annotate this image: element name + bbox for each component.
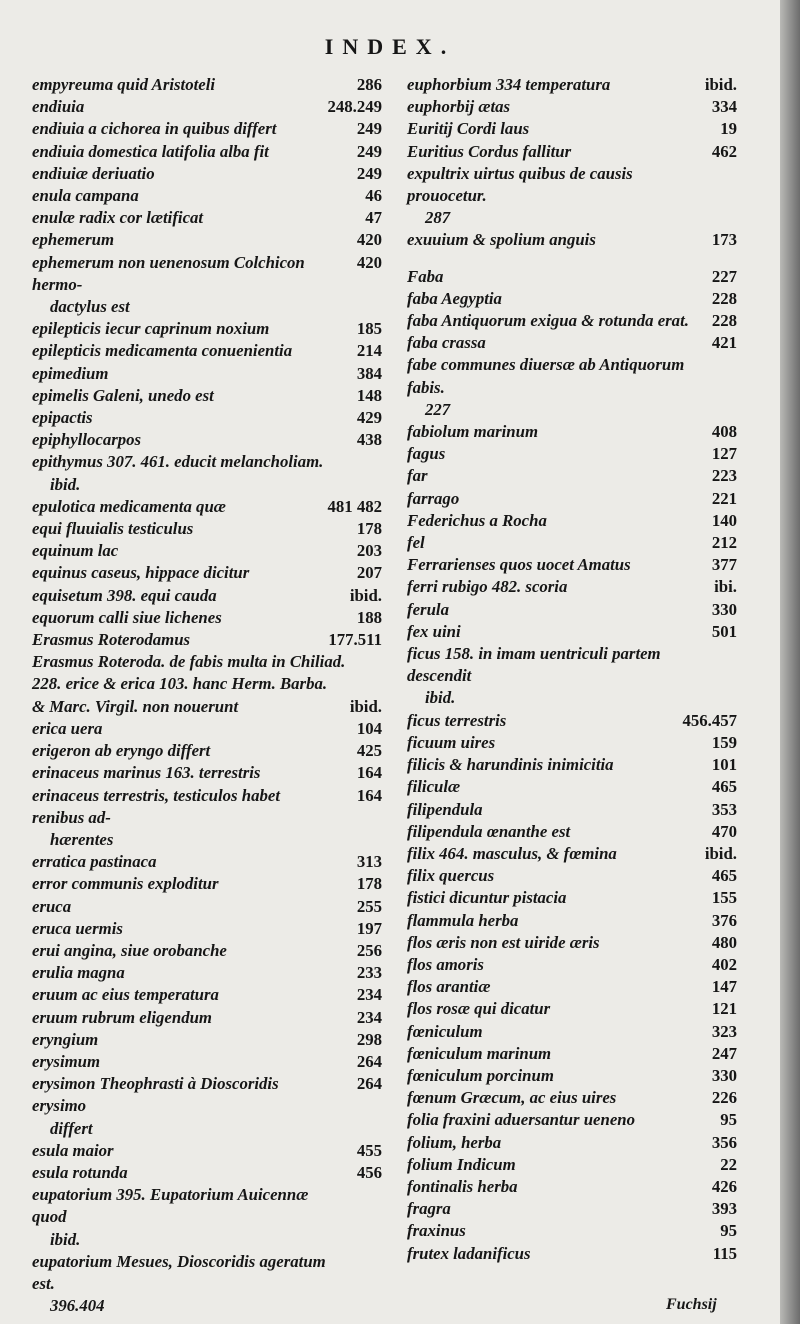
entry-term: esula rotunda <box>32 1162 128 1182</box>
entry-page-ref: 480 <box>711 932 737 952</box>
entry-term: enula campana <box>32 186 139 206</box>
entry-term: eruca uermis <box>32 918 123 938</box>
entry-page-ref: 177.511 <box>328 630 382 650</box>
right-column <box>407 74 737 1265</box>
entry-term: Faba <box>407 266 444 286</box>
index-entry <box>407 821 737 843</box>
index-entry <box>407 843 737 865</box>
entry-page-ref: 46 <box>365 186 382 206</box>
entry-term: fœnum Græcum, ac eius uires <box>407 1088 617 1108</box>
entry-term: expultrix uirtus quibus de causis prouocetur. <box>407 163 633 206</box>
entry-page-ref: 384 <box>356 363 382 383</box>
entry-page-ref: 227 <box>711 266 737 286</box>
entry-term: ficus 158. in imam uentriculi partem descendit <box>407 644 661 686</box>
index-entry <box>32 141 382 163</box>
entry-term: endiuia <box>32 97 85 117</box>
entry-term: endiuia a cichorea in quibus differt <box>32 119 277 139</box>
index-entry <box>407 510 737 532</box>
entry-page-ref: 376 <box>711 910 737 930</box>
index-entry <box>407 532 737 554</box>
entry-term: erui angina, siue orobanche <box>32 940 227 960</box>
entry-page-ref: 197 <box>356 918 382 938</box>
entry-continuation: ibid. <box>425 688 456 708</box>
index-entry <box>32 1251 382 1318</box>
entry-term: Erasmus Roterodamus <box>32 630 191 650</box>
index-entry <box>407 1176 737 1198</box>
index-entry <box>32 496 382 518</box>
entry-page-ref: 420 <box>356 230 382 250</box>
entry-term: fraxinus <box>407 1221 466 1241</box>
entry-term: filipendula œnanthe est <box>407 821 571 841</box>
entry-page-ref: 470 <box>711 821 737 841</box>
entry-page-ref: 264 <box>356 1074 382 1094</box>
index-entry <box>32 607 382 629</box>
entry-continuation: 396.404 <box>50 1296 105 1316</box>
index-entry <box>407 1220 737 1242</box>
catchword: Fuchsij <box>666 1296 717 1313</box>
entry-term: exuuium & spolium anguis <box>407 230 596 250</box>
index-entry <box>32 451 382 495</box>
entry-term: erysimum <box>32 1051 101 1071</box>
entry-term: Federichus a Rocha <box>407 510 547 530</box>
entry-page-ref: 420 <box>356 252 382 272</box>
index-entry <box>407 976 737 998</box>
entry-term: flos æris non est uiride æris <box>407 932 600 952</box>
entry-page-ref: 164 <box>356 763 382 783</box>
entry-term: Ferrarienses quos uocet Amatus <box>407 555 631 575</box>
entry-page-ref: 255 <box>356 896 382 916</box>
index-entry <box>407 643 737 710</box>
entry-page-ref: 47 <box>365 208 382 228</box>
index-entry <box>407 1065 737 1087</box>
entry-term: epimelis Galeni, unedo est <box>32 385 214 405</box>
index-entry <box>32 762 382 784</box>
entry-page-ref: 101 <box>711 755 737 775</box>
entry-term: flos amoris <box>407 954 484 974</box>
entry-term: 228. erice & erica 103. hanc Herm. Barba. <box>32 674 328 694</box>
entry-term: equorum calli siue lichenes <box>32 607 222 627</box>
entry-term: ephemerum <box>32 230 115 250</box>
index-entry <box>407 141 737 163</box>
index-entry <box>32 984 382 1006</box>
entry-term: filicis & harundinis inimicitia <box>407 755 614 775</box>
entry-term: fex uini <box>407 621 461 641</box>
index-entry <box>407 229 737 251</box>
entry-page-ref: 481 482 <box>327 496 382 516</box>
entry-page-ref: 249 <box>356 119 382 139</box>
entry-term: error communis exploditur <box>32 874 219 894</box>
index-entry <box>32 429 382 451</box>
entry-term: endiuiæ deriuatio <box>32 163 155 183</box>
entry-page-ref: 212 <box>711 533 737 553</box>
entry-term: equinus caseus, hippace dicitur <box>32 563 250 583</box>
index-entry <box>32 851 382 873</box>
index-entry <box>407 332 737 354</box>
entry-page-ref: 247 <box>711 1043 737 1063</box>
entry-term: eupatorium 395. Eupatorium Auicennæ quod <box>32 1185 309 1227</box>
entry-page-ref: 377 <box>711 555 737 575</box>
index-entry <box>407 932 737 954</box>
entry-term: equinum lac <box>32 541 119 561</box>
index-entry <box>407 910 737 932</box>
entry-page-ref: 462 <box>711 141 737 161</box>
index-entry <box>32 363 382 385</box>
entry-page-ref: 185 <box>356 319 382 339</box>
entry-continuation: hærentes <box>50 829 114 849</box>
entry-page-ref: 313 <box>356 852 382 872</box>
index-entry <box>407 310 737 332</box>
entry-term: far <box>407 466 428 486</box>
entry-page-ref: 228 <box>711 311 737 331</box>
index-entry <box>32 1140 382 1162</box>
entry-term: fœniculum marinum <box>407 1043 552 1063</box>
entry-term: ferri rubigo 482. scoria <box>407 577 568 597</box>
index-entry <box>407 118 737 140</box>
index-entry <box>32 940 382 962</box>
entry-term: erratica pastinaca <box>32 852 157 872</box>
entry-continuation: ibid. <box>50 1229 81 1249</box>
entry-term: ephemerum non uenenosum Colchicon hermo- <box>32 252 305 294</box>
index-entry <box>32 185 382 207</box>
index-entry <box>407 354 737 421</box>
entry-term: filiculæ <box>407 777 461 797</box>
index-entry <box>407 621 737 643</box>
index-entry <box>407 576 737 598</box>
index-entry <box>32 785 382 852</box>
entry-term: folium, herba <box>407 1132 502 1152</box>
entry-continuation: ibid. <box>50 474 81 494</box>
index-entry <box>32 962 382 984</box>
entry-term: Euritij Cordi laus <box>407 119 530 139</box>
entry-continuation: dactylus est <box>50 297 130 317</box>
index-entry <box>407 554 737 576</box>
index-entry <box>32 696 382 718</box>
entry-page-ref: 178 <box>356 519 382 539</box>
index-entry <box>32 718 382 740</box>
entry-page-ref: 159 <box>711 732 737 752</box>
entry-page-ref: 22 <box>720 1154 737 1174</box>
index-entry <box>407 1154 737 1176</box>
index-entry <box>32 873 382 895</box>
entry-page-ref: 264 <box>356 1051 382 1071</box>
entry-page-ref: 140 <box>711 510 737 530</box>
entry-page-ref: 19 <box>720 119 737 139</box>
index-entry <box>32 1162 382 1184</box>
entry-term: folia fraxini aduersantur ueneno <box>407 1110 635 1130</box>
entry-page-ref: 330 <box>711 1065 737 1085</box>
entry-page-ref: 214 <box>356 341 382 361</box>
entry-continuation: differt <box>50 1118 93 1138</box>
index-entry <box>407 288 737 310</box>
index-entry <box>32 207 382 229</box>
entry-term: epiphyllocarpos <box>32 430 142 450</box>
entry-term: erinaceus marinus 163. terrestris <box>32 763 261 783</box>
index-entry <box>32 1051 382 1073</box>
entry-page-ref: 121 <box>711 999 737 1019</box>
index-entry <box>407 1043 737 1065</box>
entry-page-ref: ibid. <box>704 843 737 863</box>
entry-page-ref: 421 <box>711 333 737 353</box>
entry-page-ref: 164 <box>356 785 382 805</box>
index-entry <box>407 163 737 230</box>
index-entry <box>32 318 382 340</box>
index-entry <box>32 651 382 673</box>
index-entry <box>407 799 737 821</box>
index-entry <box>407 488 737 510</box>
index-entry <box>407 443 737 465</box>
entry-term: eruum rubrum eligendum <box>32 1007 212 1027</box>
index-entry <box>407 1087 737 1109</box>
page-header: INDEX. <box>324 34 456 59</box>
entry-page-ref: 429 <box>356 408 382 428</box>
entry-term: eruca <box>32 896 72 916</box>
entry-term: fœniculum porcinum <box>407 1065 554 1085</box>
entry-term: erigeron ab eryngo differt <box>32 741 211 761</box>
index-entry <box>407 710 737 732</box>
index-entry <box>32 562 382 584</box>
entry-term: epipactis <box>32 408 93 428</box>
entry-term: empyreuma quid Aristoteli <box>32 75 216 94</box>
entry-term: epilepticis iecur caprinum noxium <box>32 319 270 339</box>
index-entry <box>32 540 382 562</box>
entry-page-ref: 456.457 <box>682 710 737 730</box>
entry-term: Euritius Cordus fallitur <box>407 141 572 161</box>
entry-page-ref: 298 <box>356 1029 382 1049</box>
entry-term: fabe communes diuersæ ab Antiquorum fabis. <box>407 355 685 397</box>
index-entry <box>407 954 737 976</box>
entry-term: faba Antiquorum exigua & rotunda erat. <box>407 311 689 331</box>
entry-term: erinaceus terrestris, testiculos habet renibus ad- <box>32 785 280 827</box>
entry-term: fontinalis herba <box>407 1176 518 1196</box>
entry-page-ref: 353 <box>711 799 737 819</box>
entry-term: filix 464. masculus, & fœmina <box>407 843 617 863</box>
entry-term: frutex ladanificus <box>407 1243 531 1263</box>
entry-term: fistici dicuntur pistacia <box>407 888 567 908</box>
entry-page-ref: 234 <box>356 1007 382 1027</box>
index-entry <box>407 74 737 96</box>
index-entry <box>32 163 382 185</box>
entry-page-ref: 249 <box>356 163 382 183</box>
index-entry <box>32 896 382 918</box>
entry-term: equi fluuialis testiculus <box>32 519 194 539</box>
entry-term: epilepticis medicamenta conuenientia <box>32 341 293 361</box>
index-entry <box>32 340 382 362</box>
entry-page-ref: 233 <box>356 963 382 983</box>
entry-term: flos rosæ qui dicatur <box>407 999 551 1019</box>
entry-page-ref: 178 <box>356 874 382 894</box>
entry-term: farrago <box>407 488 460 508</box>
index-entry <box>407 887 737 909</box>
entry-page-ref: ibi. <box>714 577 737 597</box>
entry-term: ferula <box>407 599 449 619</box>
entry-page-ref: 334 <box>711 97 737 117</box>
entry-page-ref: 356 <box>711 1132 737 1152</box>
index-entry <box>32 252 382 319</box>
index-entry <box>32 1073 382 1140</box>
entry-term: fragra <box>407 1199 451 1219</box>
entry-page-ref: 438 <box>356 430 382 450</box>
entry-term: faba crassa <box>407 333 486 353</box>
entry-continuation: 227 <box>425 399 451 419</box>
entry-page-ref: ibid. <box>349 696 382 716</box>
entry-page-ref: 115 <box>712 1243 737 1263</box>
index-entry <box>407 421 737 443</box>
entry-page-ref: 203 <box>356 541 382 561</box>
entry-page-ref: 223 <box>711 466 737 486</box>
entry-page-ref: 455 <box>356 1140 382 1160</box>
left-column <box>32 74 382 1317</box>
entry-page-ref: 221 <box>711 488 737 508</box>
entry-page-ref: 147 <box>711 977 737 997</box>
entry-page-ref: 402 <box>711 954 737 974</box>
entry-page-ref: 155 <box>711 888 737 908</box>
index-entry <box>32 1184 382 1251</box>
index-entry <box>407 1021 737 1043</box>
entry-term: filix quercus <box>407 866 495 886</box>
entry-term: enulæ radix cor lætificat <box>32 208 204 228</box>
index-entry <box>32 673 382 695</box>
index-entry <box>32 96 382 118</box>
index-entry <box>32 740 382 762</box>
index-entry <box>407 1243 737 1265</box>
index-entry <box>407 266 737 288</box>
index-entry <box>407 865 737 887</box>
entry-page-ref: 465 <box>711 777 737 797</box>
index-entry <box>32 629 382 651</box>
entry-term: fagus <box>407 444 446 464</box>
entry-page-ref: 330 <box>711 599 737 619</box>
entry-page-ref: 501 <box>711 621 737 641</box>
entry-term: ficus terrestris <box>407 710 507 730</box>
index-entry <box>407 1198 737 1220</box>
entry-page-ref: 173 <box>711 230 737 250</box>
index-entry <box>32 385 382 407</box>
index-entry <box>32 585 382 607</box>
entry-page-ref: ibid. <box>349 585 382 605</box>
entry-term: equisetum 398. equi cauda <box>32 585 217 605</box>
entry-term: euphorbij ætas <box>407 97 511 117</box>
index-entry <box>32 118 382 140</box>
entry-page-ref: 249 <box>356 141 382 161</box>
index-entry <box>32 407 382 429</box>
index-entry <box>32 74 382 96</box>
entry-term: eupatorium Mesues, Dioscoridis ageratum est. <box>32 1251 326 1293</box>
entry-page-ref: 207 <box>356 563 382 583</box>
entry-term: endiuia domestica latifolia alba fit <box>32 141 269 161</box>
entry-term: filipendula <box>407 799 483 819</box>
entry-page-ref: 234 <box>356 985 382 1005</box>
entry-term: ficuum uires <box>407 732 496 752</box>
entry-term: faba Aegyptia <box>407 288 502 308</box>
index-entry <box>407 1109 737 1131</box>
entry-page-ref: 148 <box>356 385 382 405</box>
entry-page-ref: 188 <box>356 607 382 627</box>
entry-term: erulia magna <box>32 963 125 983</box>
entry-page-ref: 408 <box>711 422 737 442</box>
index-entry <box>407 96 737 118</box>
index-entry <box>32 918 382 940</box>
entry-term: Erasmus Roteroda. de fabis multa in Chiliad. <box>32 652 346 672</box>
index-entry <box>32 518 382 540</box>
entry-page-ref: 456 <box>356 1162 382 1182</box>
entry-term: eryngium <box>32 1029 99 1049</box>
entry-term: & Marc. Virgil. non nouerunt <box>32 696 239 716</box>
index-entry <box>407 776 737 798</box>
entry-term: eruum ac eius temperatura <box>32 985 219 1005</box>
entry-term: fabiolum marinum <box>407 422 539 442</box>
entry-continuation: 287 <box>425 208 451 228</box>
index-entry <box>32 229 382 251</box>
entry-page-ref: 104 <box>356 718 382 738</box>
index-entry <box>407 998 737 1020</box>
index-entry <box>407 732 737 754</box>
entry-page-ref: 286 <box>356 75 382 94</box>
entry-page-ref: 226 <box>711 1088 737 1108</box>
index-entry <box>407 754 737 776</box>
entry-page-ref: 393 <box>711 1199 737 1219</box>
entry-page-ref: 248.249 <box>327 97 382 117</box>
entry-page-ref: ibid. <box>704 75 737 94</box>
entry-page-ref: 127 <box>711 444 737 464</box>
entry-page-ref: 425 <box>356 741 382 761</box>
entry-term: epithymus 307. 461. educit melancholiam. <box>32 452 324 472</box>
entry-page-ref: 95 <box>720 1221 737 1241</box>
entry-page-ref: 228 <box>711 288 737 308</box>
index-entry <box>407 1132 737 1154</box>
entry-page-ref: 426 <box>711 1176 737 1196</box>
entry-term: fœniculum <box>407 1021 483 1041</box>
entry-term: epulotica medicamenta quæ <box>32 496 226 516</box>
entry-term: erica uera <box>32 718 103 738</box>
entry-page-ref: 323 <box>711 1021 737 1041</box>
page-edge <box>780 0 800 1324</box>
entry-term: euphorbium 334 temperatura <box>407 75 611 94</box>
index-entry <box>32 1007 382 1029</box>
index-entry <box>407 465 737 487</box>
entry-term: flos arantiæ <box>407 977 491 997</box>
entry-term: folium Indicum <box>407 1154 516 1174</box>
entry-term: esula maior <box>32 1140 114 1160</box>
entry-term: flammula herba <box>407 910 519 930</box>
entry-page-ref: 465 <box>711 866 737 886</box>
entry-term: fel <box>407 533 425 553</box>
entry-page-ref: 256 <box>356 940 382 960</box>
entry-page-ref: 95 <box>720 1110 737 1130</box>
index-entry <box>407 599 737 621</box>
entry-term: epimedium <box>32 363 109 383</box>
entry-term: erysimon Theophrasti à Dioscoridis erysimo <box>32 1074 279 1116</box>
index-entry <box>32 1029 382 1051</box>
